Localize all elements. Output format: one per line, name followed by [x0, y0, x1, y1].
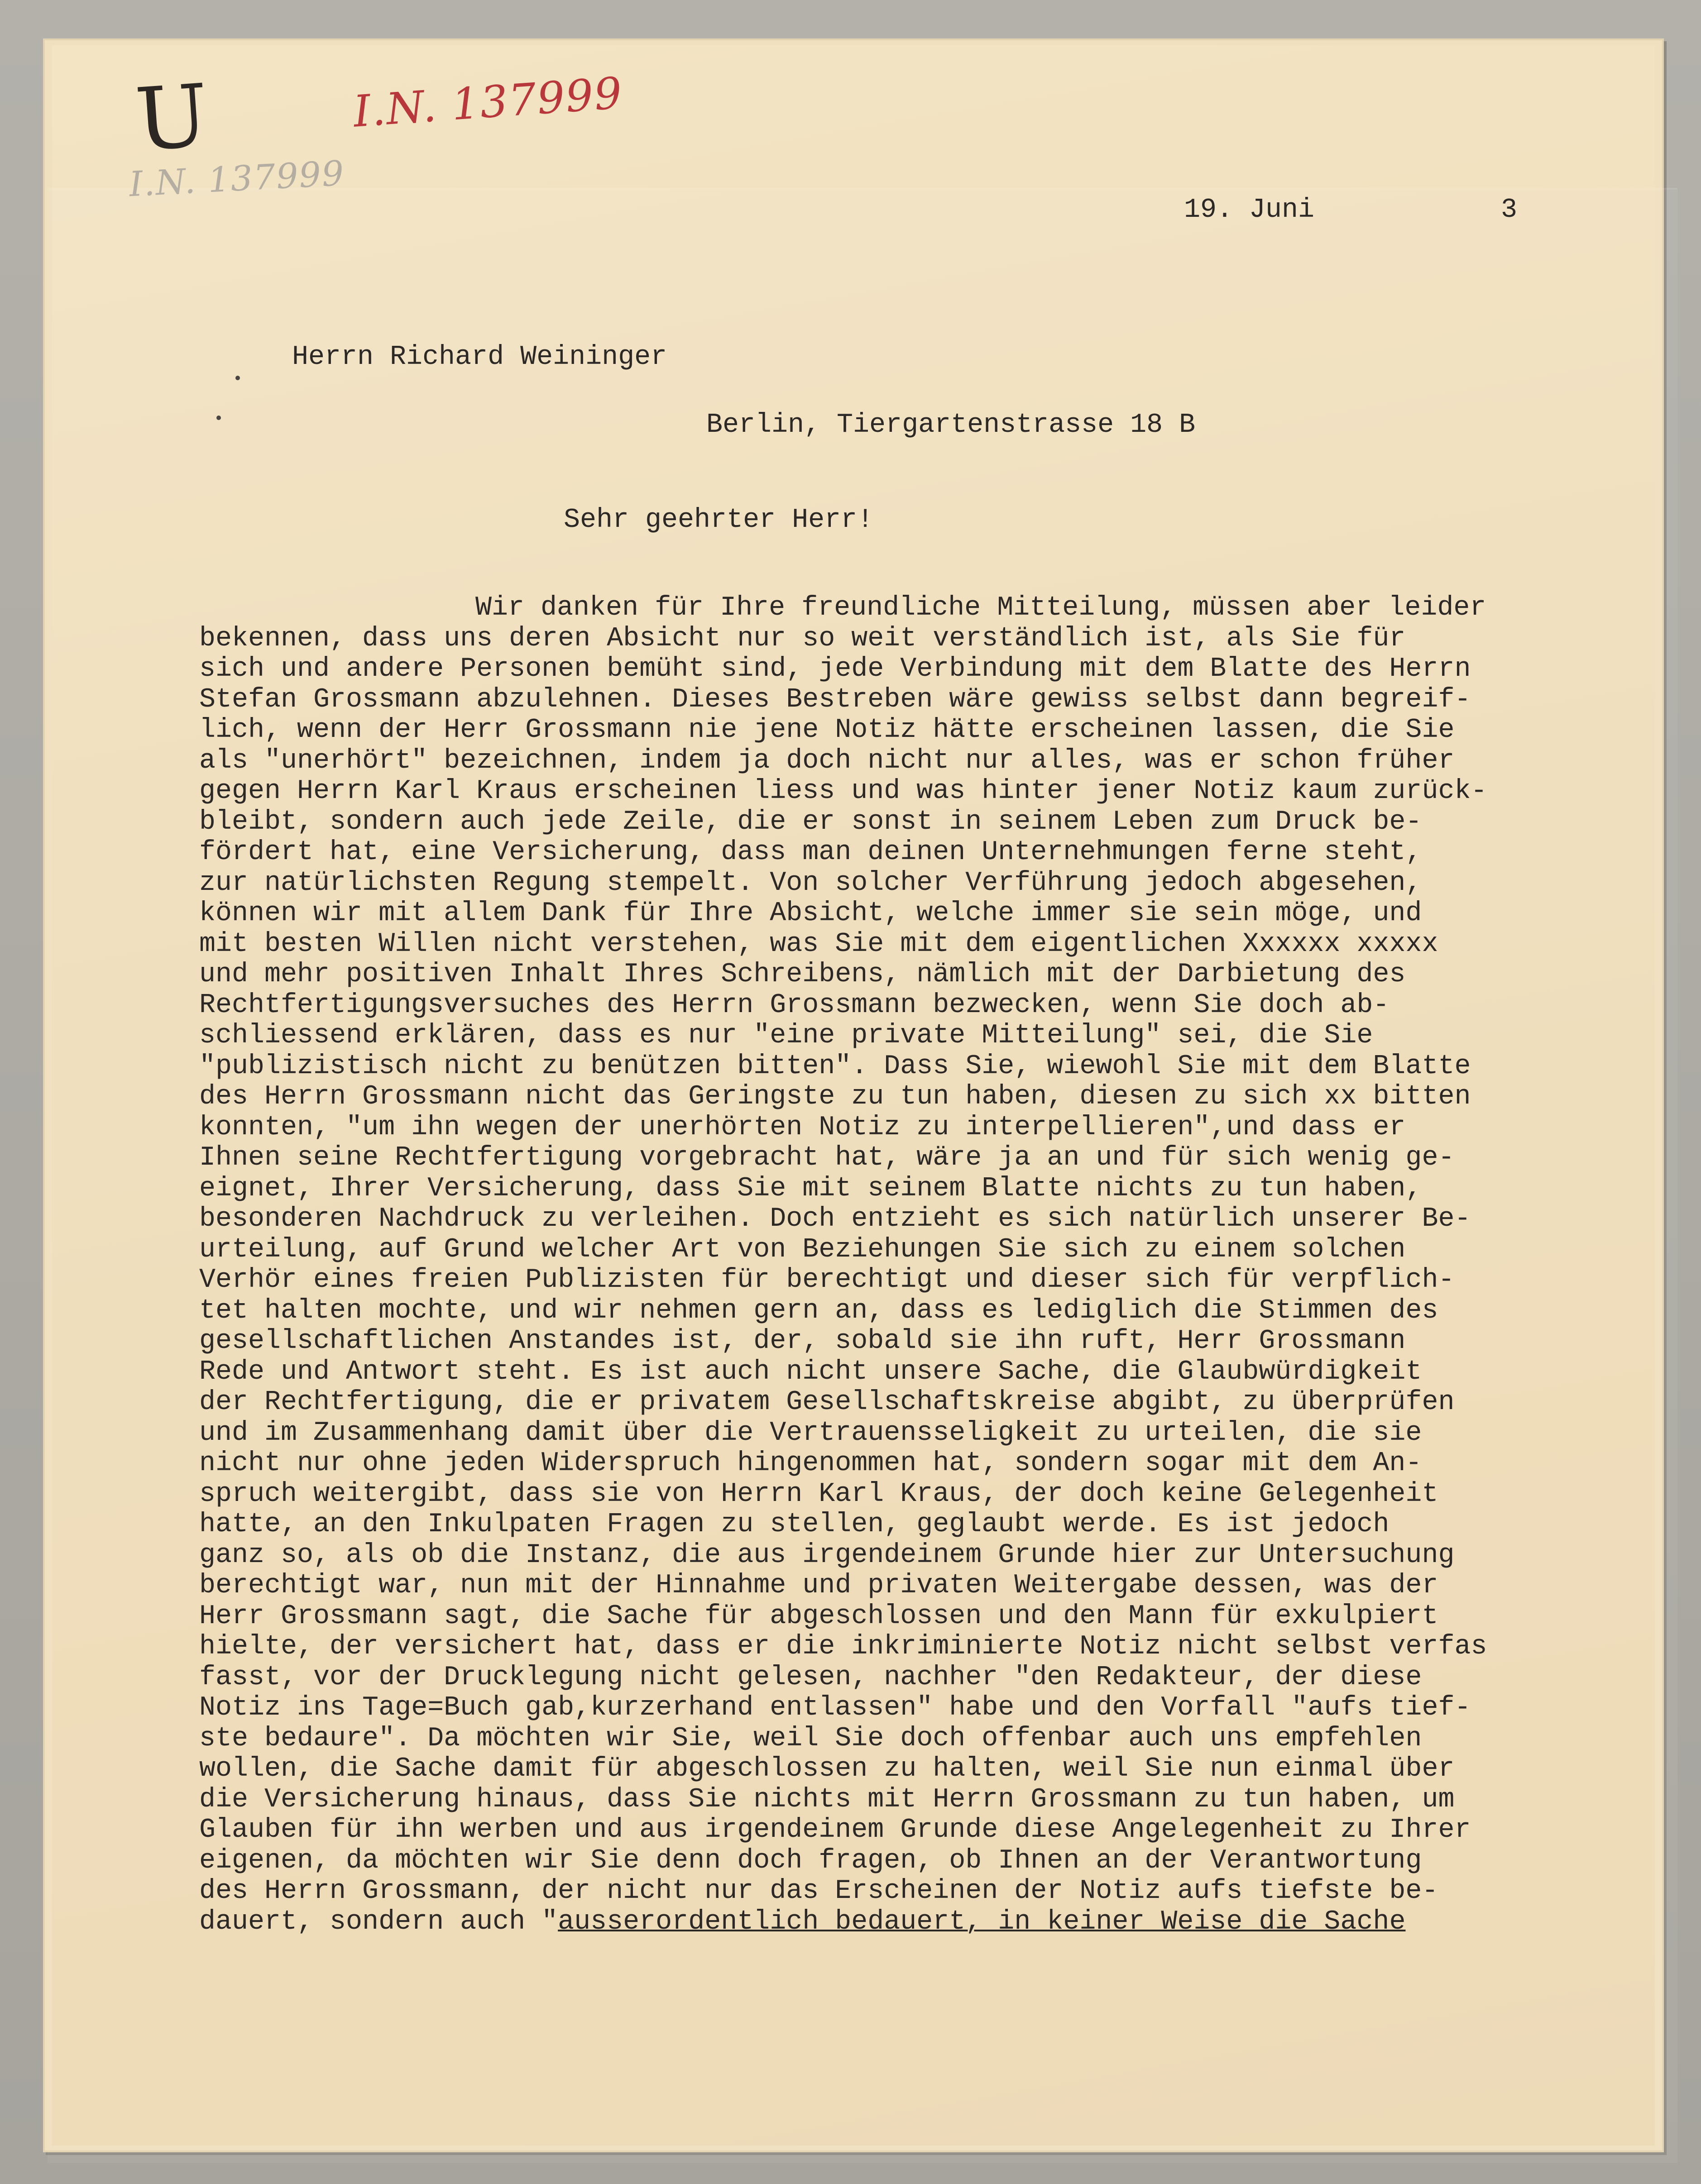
recipient-name: Herrn Richard Weininger [292, 342, 667, 373]
body-line: der Rechtfertigung, die er privatem Gesellschaftskreise abgibt, zu überprüfen [199, 1387, 1455, 1418]
body-line: Rede und Antwort steht. Es ist auch nicht unsere Sache, die Glaubwürdigkeit [199, 1356, 1422, 1387]
body-line: zur natürlichsten Regung stempelt. Von solcher Verführung jedoch abgesehen, [199, 867, 1422, 898]
punch-mark [235, 376, 240, 380]
body-line: nicht nur ohne jeden Widerspruch hingenommen hat, sondern sogar mit dem An- [199, 1448, 1422, 1479]
body-line: ste bedaure". Da möchten wir Sie, weil Sie doch offenbar auch uns empfehlen [199, 1723, 1422, 1754]
body-line: "publizistisch nicht zu benützen bitten". Dass Sie, wiewohl Sie mit dem Blatte [199, 1051, 1471, 1082]
body-line: besonderen Nachdruck zu verleihen. Doch entzieht es sich natürlich unserer Be- [199, 1204, 1471, 1234]
body-line: tet halten mochte, und wir nehmen gern an, dass es lediglich die Stimmen des [199, 1295, 1438, 1326]
body-line: Wir danken für Ihre freundliche Mitteilung, müssen aber leider [475, 593, 1486, 623]
body-line: hatte, an den Inkulpaten Fragen zu stellen, geglaubt werde. Es ist jedoch [199, 1509, 1390, 1540]
body-line: bekennen, dass uns deren Absicht nur so weit verständlich ist, als Sie für [199, 623, 1406, 654]
body-line: eignet, Ihrer Versicherung, dass Sie mit seinem Blatte nichts zu tun haben, [199, 1173, 1422, 1204]
body-line: schliessend erklären, dass es nur "eine private Mitteilung" sei, die Sie [199, 1020, 1373, 1051]
body-line-lead: dauert, sondern auch " [199, 1906, 558, 1937]
body-line: berechtigt war, nun mit der Hinnahme und privaten Weitergabe dessen, was der [199, 1570, 1438, 1601]
letter-date: 19. Juni [1184, 195, 1315, 225]
inventory-number-red: I.N. 137999 [351, 67, 624, 137]
body-line: die Versicherung hinaus, dass Sie nichts mit Herrn Grossmann zu tun haben, um [199, 1784, 1455, 1815]
body-line: ganz so, als ob die Instanz, die aus irgendeinem Grunde hier zur Untersuchung [199, 1539, 1455, 1571]
body-line: des Herrn Grossmann nicht das Geringste zu tun haben, diesen zu sich xx bitten [199, 1081, 1471, 1112]
body-line: Ihnen seine Rechtfertigung vorgebracht hat, wäre ja an und für sich wenig ge- [199, 1142, 1455, 1173]
body-line: hielte, der versichert hat, dass er die inkriminierte Notiz nicht selbst verfas [199, 1631, 1487, 1662]
underlined-quote: ausserordentlich bedauert, in keiner Weise die Sache [558, 1906, 1406, 1937]
body-line: gegen Herrn Karl Kraus erscheinen liess und was hinter jener Notiz kaum zurück- [199, 776, 1487, 807]
letter-body [199, 593, 1625, 1937]
body-line: des Herrn Grossmann, der nicht nur das Erscheinen der Notiz aufs tiefste be- [199, 1876, 1438, 1907]
body-line: Rechtfertigungsversuches des Herrn Grossmann bezwecken, wenn Sie doch ab- [199, 989, 1390, 1021]
inventory-number-faded: I.N. 137999 [128, 153, 346, 205]
handwritten-u-mark: U [132, 65, 212, 171]
body-line: sich und andere Personen bemüht sind, jede Verbindung mit dem Blatte des Herrn [199, 654, 1471, 684]
body-line: Glauben für ihn werben und aus irgendeinem Grunde diese Angelegenheit zu Ihrer [199, 1815, 1471, 1845]
body-line: können wir mit allem Dank für Ihre Absicht, welche immer sie sein möge, und [199, 898, 1422, 929]
body-line: gesellschaftlichen Anstandes ist, der, sobald sie ihn ruft, Herr Grossmann [199, 1326, 1406, 1357]
page-number: 3 [1501, 195, 1518, 225]
body-line: spruch weitergibt, dass sie von Herrn Karl Kraus, der doch keine Gelegenheit [199, 1478, 1438, 1510]
body-line: eigenen, da möchten wir Sie denn doch fragen, ob Ihnen an der Verantwortung [199, 1845, 1422, 1876]
body-line: bleibt, sondern auch jede Zeile, die er sonst in seinem Leben zum Druck be- [199, 806, 1422, 837]
body-line: konnten, "um ihn wegen der unerhörten Notiz zu interpellieren",und dass er [199, 1112, 1406, 1143]
body-line: als "unerhört" bezeichnen, indem ja doch nicht nur alles, was er schon früher [199, 745, 1455, 776]
body-line: Stefan Grossmann abzulehnen. Dieses Bestreben wäre gewiss selbst dann begreif- [199, 684, 1471, 715]
body-line: mit besten Willen nicht verstehen, was Sie mit dem eigentlichen Xxxxxx xxxxx [199, 928, 1438, 960]
body-line: Herr Grossmann sagt, die Sache für abgeschlossen und den Mann für exkulpiert [199, 1601, 1438, 1632]
body-line [199, 1907, 1625, 1938]
body-line: fördert hat, eine Versicherung, dass man deinen Unternehmungen ferne steht, [199, 837, 1422, 868]
body-line: und mehr positiven Inhalt Ihres Schreibens, nämlich mit der Darbietung des [199, 959, 1406, 990]
body-line: fasst, vor der Drucklegung nicht gelesen, nachher "den Redakteur, der diese [199, 1662, 1422, 1693]
recipient-address: Berlin, Tiergartenstrasse 18 B [706, 410, 1196, 440]
body-line: urteilung, auf Grund welcher Art von Beziehungen Sie sich zu einem solchen [199, 1234, 1406, 1265]
body-line: wollen, die Sache damit für abgeschlossen zu halten, weil Sie nun einmal über [199, 1754, 1455, 1784]
salutation: Sehr geehrter Herr! [564, 505, 874, 535]
punch-mark [216, 416, 221, 420]
body-line: und im Zusammenhang damit über die Vertrauensseligkeit zu urteilen, die sie [199, 1417, 1422, 1448]
body-line: Verhör eines freien Publizisten für berechtigt und dieser sich für verpflich- [199, 1265, 1455, 1295]
body-line: lich, wenn der Herr Grossmann nie jene Notiz hätte erscheinen lassen, die Sie [199, 715, 1455, 746]
body-line: Notiz ins Tage=Buch gab,kurzerhand entlassen" habe und den Vorfall "aufs tief- [199, 1692, 1471, 1723]
